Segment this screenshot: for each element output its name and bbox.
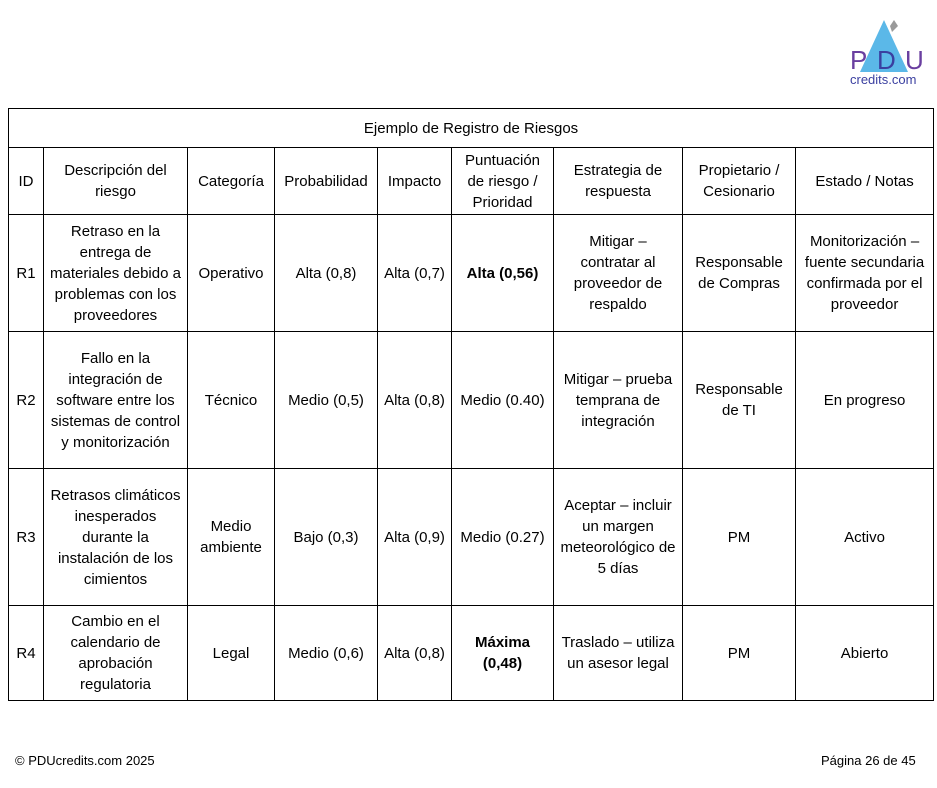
cell-description: Retraso en la entrega de materiales debido a problemas con los proveedores bbox=[44, 215, 188, 332]
cell-risk-score: Medio (0.27) bbox=[452, 469, 554, 606]
pducredits-logo bbox=[848, 18, 932, 90]
header-id: ID bbox=[9, 148, 44, 215]
footer-copyright: © PDUcredits.com 2025 bbox=[15, 753, 155, 768]
header-description: Descripción del riesgo bbox=[44, 148, 188, 215]
cell-impact: Alta (0,8) bbox=[378, 606, 452, 701]
logo-letter-p: P bbox=[850, 45, 868, 75]
table-row bbox=[9, 606, 934, 701]
table-row bbox=[9, 215, 934, 332]
header-response-strategy: Estrategia de respuesta bbox=[554, 148, 683, 215]
cell-owner: PM bbox=[683, 606, 796, 701]
cell-response-strategy: Mitigar – prueba temprana de integración bbox=[554, 332, 683, 469]
cell-id: R3 bbox=[9, 469, 44, 606]
cell-category: Legal bbox=[188, 606, 275, 701]
cell-impact: Alta (0,7) bbox=[378, 215, 452, 332]
cell-probability: Medio (0,5) bbox=[275, 332, 378, 469]
header-owner: Propietario / Cesionario bbox=[683, 148, 796, 215]
cell-description: Retrasos climáticos inesperados durante la instalación de los cimientos bbox=[44, 469, 188, 606]
cell-id: R2 bbox=[9, 332, 44, 469]
risk-register-table bbox=[8, 108, 934, 701]
header-impact: Impacto bbox=[378, 148, 452, 215]
cell-id: R4 bbox=[9, 606, 44, 701]
logo-letters bbox=[848, 45, 932, 73]
cell-id: R1 bbox=[9, 215, 44, 332]
table-title: Ejemplo de Registro de Riesgos bbox=[9, 109, 934, 148]
cell-risk-score: Alta (0,56) bbox=[452, 215, 554, 332]
cell-status: Abierto bbox=[796, 606, 934, 701]
cell-status: Monitorización – fuente secundaria confirmada por el proveedor bbox=[796, 215, 934, 332]
logo-letter-d: D bbox=[877, 45, 896, 75]
header-category: Categoría bbox=[188, 148, 275, 215]
cell-impact: Alta (0,8) bbox=[378, 332, 452, 469]
logo-subtext: credits.com bbox=[850, 72, 917, 87]
cell-probability: Alta (0,8) bbox=[275, 215, 378, 332]
cell-description: Fallo en la integración de software entre los sistemas de control y monitorización bbox=[44, 332, 188, 469]
cell-response-strategy: Aceptar – incluir un margen meteorológico de 5 días bbox=[554, 469, 683, 606]
header-status: Estado / Notas bbox=[796, 148, 934, 215]
table-row bbox=[9, 469, 934, 606]
cell-status: En progreso bbox=[796, 332, 934, 469]
cell-status: Activo bbox=[796, 469, 934, 606]
logo-letter-u: U bbox=[905, 45, 924, 75]
cell-risk-score: Máxima (0,48) bbox=[452, 606, 554, 701]
cell-category: Medio ambiente bbox=[188, 469, 275, 606]
cell-probability: Bajo (0,3) bbox=[275, 469, 378, 606]
header-row bbox=[9, 148, 934, 215]
header-probability: Probabilidad bbox=[275, 148, 378, 215]
footer-page-number: Página 26 de 45 bbox=[821, 753, 916, 768]
cell-response-strategy: Mitigar – contratar al proveedor de respaldo bbox=[554, 215, 683, 332]
cell-owner: PM bbox=[683, 469, 796, 606]
header-risk-score: Puntuación de riesgo / Prioridad bbox=[452, 148, 554, 215]
cell-probability: Medio (0,6) bbox=[275, 606, 378, 701]
cell-risk-score: Medio (0.40) bbox=[452, 332, 554, 469]
table-row bbox=[9, 332, 934, 469]
cell-impact: Alta (0,9) bbox=[378, 469, 452, 606]
cell-owner: Responsable de TI bbox=[683, 332, 796, 469]
cell-category: Operativo bbox=[188, 215, 275, 332]
cell-owner: Responsable de Compras bbox=[683, 215, 796, 332]
cell-description: Cambio en el calendario de aprobación regulatoria bbox=[44, 606, 188, 701]
cell-response-strategy: Traslado – utiliza un asesor legal bbox=[554, 606, 683, 701]
cell-category: Técnico bbox=[188, 332, 275, 469]
